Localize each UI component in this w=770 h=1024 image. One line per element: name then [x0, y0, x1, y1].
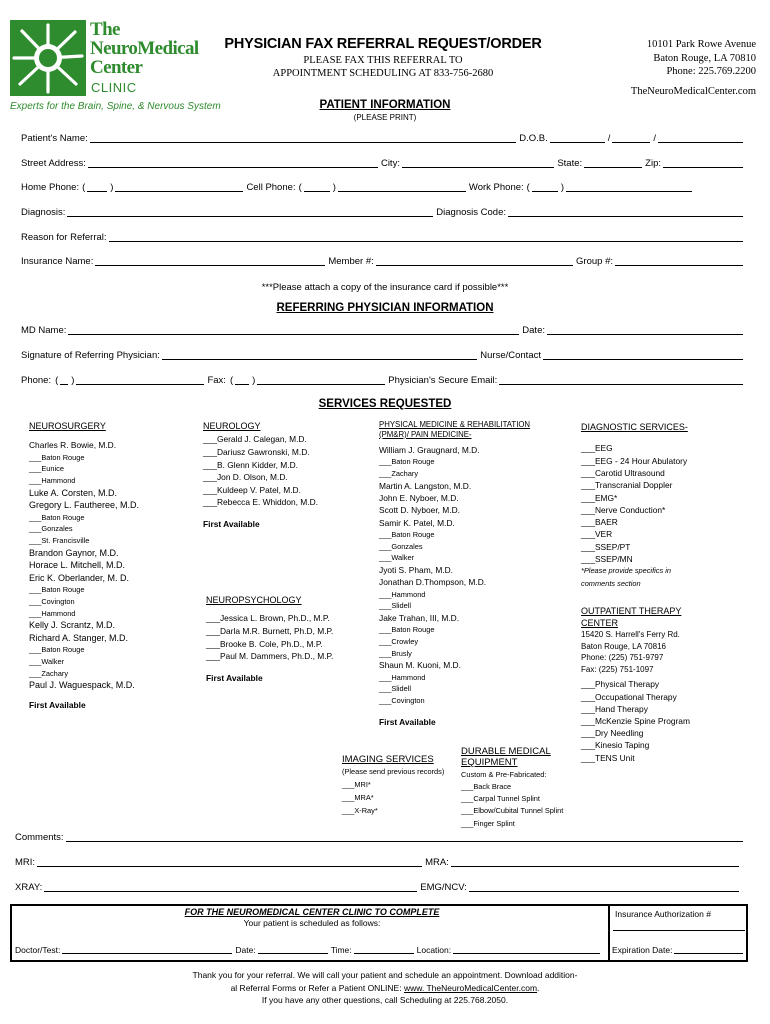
member-field[interactable] [376, 255, 573, 266]
md-phone-area-field[interactable] [60, 374, 68, 385]
nurse-contact-label: Nurse/Contact [480, 350, 541, 361]
diagnosis-code-field[interactable] [508, 206, 743, 217]
neurosurgery-option[interactable]: Charles R. Bowie, M.D. [29, 440, 117, 451]
zip-field[interactable] [663, 157, 743, 168]
neurosurgery-option[interactable]: ___Hammond [29, 476, 76, 485]
neurosurgery-column [29, 420, 139, 711]
neurosurgery-first-available[interactable]: First Available [29, 699, 86, 710]
therapy-option[interactable]: ___Dry Needling [581, 728, 644, 739]
neurosurgery-option[interactable]: ___Baton Rouge [29, 585, 85, 595]
appt-time-label: Time: [330, 945, 352, 955]
mri-field[interactable] [37, 856, 422, 867]
clinic-website: TheNeuroMedicalCenter.com [630, 85, 756, 97]
therapy-fax: Fax: (225) 751-1097 [581, 664, 654, 674]
street-label: Street Address: [21, 158, 86, 169]
dme-option[interactable]: ___Back Brace [461, 781, 512, 791]
therapy-heading-2: CENTER [581, 617, 619, 628]
therapy-option[interactable]: ___Hand Therapy [581, 703, 648, 714]
group-field[interactable] [615, 255, 743, 266]
neurosurgery-option[interactable]: ___Gonzales [29, 524, 73, 534]
md-date-label: Date: [522, 325, 545, 336]
footer [0, 969, 770, 1007]
diagnosis-label: Diagnosis: [21, 207, 66, 218]
cell-phone-label: Cell Phone: [246, 182, 296, 193]
neurosurgery-option[interactable]: ___Covington [29, 596, 75, 606]
mri-label: MRI: [15, 857, 36, 868]
neurosurgery-option[interactable]: Paul J. Waguespack, M.D. [29, 680, 135, 691]
pmr-option[interactable]: ___Crowley [379, 637, 419, 646]
md-fax-label: Fax: [207, 375, 226, 386]
diagnosis-field[interactable] [67, 206, 433, 217]
diagnostic-option[interactable]: ___BAER [581, 517, 618, 528]
neuropsychology-column [206, 594, 333, 684]
pmr-option[interactable]: ___Slidell [379, 684, 412, 694]
pmr-option[interactable]: Samir K. Patel, M.D. [379, 517, 455, 528]
work-phone-field[interactable] [566, 181, 692, 192]
doctor-test-field[interactable] [62, 944, 232, 954]
xray-field[interactable] [44, 881, 417, 892]
services-heading: SERVICES REQUESTED [318, 398, 452, 410]
neurology-option[interactable]: ___Dariusz Gawronski, M.D. [203, 447, 310, 457]
neuropsychology-option[interactable]: ___Brooke B. Cole, Ph.D., M.P. [206, 638, 323, 649]
paren-open: ( [82, 182, 86, 193]
dob-year-field[interactable] [658, 132, 743, 143]
footer-line-2-end: . [537, 982, 540, 993]
neurosurgery-option[interactable]: ___Hammond [29, 608, 76, 618]
footer-line-2: al Referral Forms or Refer a Patient ONLINE: [230, 982, 404, 993]
therapy-address-1: 15420 S. Harrell's Ferry Rd. [581, 630, 680, 639]
pmr-option[interactable]: Martin A. Langston, M.D. [379, 480, 472, 491]
home-phone-area-field[interactable] [87, 181, 107, 192]
home-phone-label: Home Phone: [21, 182, 80, 193]
dme-list [461, 781, 563, 831]
logo-starburst-icon [10, 20, 86, 96]
patient-info-heading: PATIENT INFORMATION [319, 99, 451, 111]
pmr-option[interactable]: ___Covington [379, 695, 425, 705]
appt-date-field[interactable] [258, 944, 328, 954]
insurance-label: Insurance Name: [21, 256, 94, 267]
xray-label: XRAY: [15, 882, 43, 893]
home-phone-field[interactable] [115, 181, 243, 192]
pmr-heading-2: (PM&R)/ PAIN MEDICINE- [379, 430, 472, 439]
dme-option[interactable]: ___Finger Splint [461, 818, 515, 828]
diagnostic-option[interactable]: ___SSEP/PT [581, 541, 631, 552]
reason-field[interactable] [109, 231, 743, 242]
imaging-option[interactable]: ___MRA* [342, 793, 374, 802]
diagnostic-option[interactable]: ___Nerve Conduction* [581, 504, 666, 515]
md-fax-area-field[interactable] [235, 374, 249, 385]
expiration-field[interactable] [674, 944, 743, 954]
diagnostic-option[interactable]: ___SSEP/MN [581, 554, 633, 565]
pmr-option[interactable]: ___Slidell [379, 601, 412, 611]
neurosurgery-option[interactable]: ___Eunice [29, 464, 64, 474]
clinic-address-2: Baton Rouge, LA 70810 [653, 52, 756, 64]
pmr-option[interactable]: ___Gonzales [379, 541, 423, 551]
pmr-option[interactable]: ___Baton Rouge [379, 530, 435, 540]
dob-slash: / [653, 133, 656, 144]
therapy-list [581, 678, 690, 763]
comments-field[interactable] [66, 831, 743, 842]
secure-email-field[interactable] [499, 374, 743, 385]
dme-heading-2: EQUIPMENT [461, 757, 518, 768]
clinic-box-title: FOR THE NEUROMEDICAL CENTER CLINIC TO COMPLETE [184, 907, 440, 917]
imaging-column [342, 754, 444, 817]
md-phone-field[interactable] [76, 374, 204, 385]
diagnostic-option[interactable]: ___EMG* [581, 492, 618, 503]
logo-line-1: The [90, 19, 120, 40]
imaging-list [342, 778, 444, 817]
work-phone-area-field[interactable] [532, 181, 558, 192]
imaging-option[interactable]: ___MRI* [342, 780, 371, 789]
pmr-option[interactable]: Shaun M. Kuoni, M.D. [379, 660, 461, 671]
diagnostic-option[interactable]: ___EEG - 24 Hour Abulatory [581, 455, 688, 466]
neurology-option[interactable]: ___Kuldeep V. Patel, M.D. [203, 484, 301, 495]
mra-label: MRA: [425, 857, 449, 868]
neurology-option[interactable]: ___Gerald J. Calegan, M.D. [203, 434, 307, 445]
neurosurgery-option[interactable]: ___Walker [29, 656, 65, 666]
therapy-address-2: Baton Rouge, LA 70816 [581, 641, 666, 651]
pmr-option[interactable]: ___Walker [379, 553, 415, 563]
state-label: State: [557, 158, 583, 169]
neuropsychology-option[interactable]: ___Jessica L. Brown, Ph.D., M.P. [206, 613, 330, 624]
diagnostic-heading: DIAGNOSTIC SERVICES- [581, 422, 688, 432]
dob-slash: / [607, 133, 611, 144]
fax-instruction: PLEASE FAX THIS REFERRAL TO [303, 55, 463, 66]
emg-field[interactable] [469, 881, 739, 892]
work-phone-label: Work Phone: [468, 182, 524, 193]
dob-label: D.O.B. [519, 133, 548, 144]
neurosurgery-option[interactable]: ___St. Francisville [29, 535, 90, 545]
neurology-option[interactable]: ___Jon D. Olson, M.D. [203, 472, 288, 483]
md-phone-label: Phone: [21, 375, 52, 386]
clinic-address-1: 10101 Park Rowe Avenue [646, 39, 756, 50]
cell-phone-field[interactable] [338, 181, 466, 192]
appt-location-label: Location: [416, 945, 452, 955]
imaging-heading: IMAGING SERVICES [342, 754, 434, 765]
dme-note: Custom & Pre-Fabricated: [461, 770, 547, 779]
pmr-option[interactable]: ___Brusly [379, 648, 412, 658]
city-label: City: [380, 158, 400, 169]
neurology-list [203, 433, 318, 509]
therapy-option[interactable]: ___Kinesio Taping [581, 740, 650, 751]
md-name-field[interactable] [68, 324, 519, 335]
logo-line-2: NeuroMedical [90, 38, 199, 59]
md-date-field[interactable] [547, 324, 743, 335]
paren-close: ) [332, 182, 336, 193]
pmr-option[interactable]: John E. Nyboer, M.D. [379, 493, 459, 503]
expiration-label: Expiration Date: [612, 945, 673, 955]
referring-physician-heading: REFERRING PHYSICIAN INFORMATION [276, 302, 494, 314]
signature-field[interactable] [162, 349, 477, 360]
therapy-option[interactable]: ___McKenzie Spine Program [581, 715, 690, 726]
appt-location-field[interactable] [453, 944, 600, 954]
neurosurgery-option[interactable]: ___Baton Rouge [29, 512, 85, 522]
pmr-option[interactable]: ___Zachary [379, 469, 419, 478]
md-fax-field[interactable] [257, 374, 385, 385]
footer-line-3: If you have any other questions, call Scheduling at 225.768.2050. [261, 995, 509, 1005]
city-field[interactable] [402, 157, 554, 168]
paren-open: ( [229, 375, 234, 386]
logo-line-3: Center [90, 57, 143, 78]
website-link[interactable]: www. TheNeuroMedicalCenter.com [403, 982, 538, 993]
member-label: Member #: [328, 256, 374, 267]
dob-month-field[interactable] [550, 132, 605, 143]
neurology-heading: NEUROLOGY [203, 421, 261, 431]
pmr-option[interactable]: Jonathan D.Thompson, M.D. [379, 577, 487, 588]
therapy-option[interactable]: ___TENS Unit [581, 752, 635, 763]
pmr-option[interactable]: Jyoti S. Pham, M.D. [379, 565, 453, 575]
reason-label: Reason for Referral: [21, 232, 107, 243]
neurosurgery-option[interactable]: Eric K. Oberlander, M. D. [29, 572, 130, 583]
pmr-option[interactable]: William J. Graugnard, M.D. [379, 445, 480, 455]
dob-day-field[interactable] [612, 132, 650, 143]
insurance-auth-label: Insurance Authorization # [615, 909, 711, 919]
diagnostic-option[interactable]: ___Carotid Ultrasound [581, 468, 665, 478]
pmr-option[interactable]: ___Baton Rouge [379, 457, 435, 467]
footer-line-1: Thank you for your referral. We will call your patient and schedule an appointment. Download addition- [192, 970, 578, 980]
insurance-card-note: ***Please attach a copy of the insurance card if possible*** [261, 282, 509, 293]
patient-name-field[interactable] [90, 132, 516, 143]
therapy-option[interactable]: ___Occupational Therapy [581, 691, 677, 702]
cell-phone-area-field[interactable] [304, 181, 330, 192]
neuropsychology-list [206, 612, 333, 662]
therapy-phone: Phone: (225) 751-9797 [581, 653, 664, 663]
pmr-option[interactable]: ___Hammond [379, 672, 426, 682]
emg-label: EMG/NCV: [420, 882, 467, 893]
appt-date-label: Date: [235, 945, 256, 955]
form-title: PHYSICIAN FAX REFERRAL REQUEST/ORDER [224, 36, 542, 52]
neurosurgery-option[interactable]: ___Baton Rouge [29, 452, 85, 462]
pmr-list [379, 444, 530, 706]
pmr-heading-1: PHYSICAL MEDICINE & REHABILITATION [379, 420, 531, 429]
neurology-option[interactable]: ___Rebecca E. Whiddon, M.D. [203, 497, 318, 508]
diagnostic-option[interactable]: ___VER [581, 529, 613, 540]
neurosurgery-option[interactable]: ___Baton Rouge [29, 645, 85, 655]
diagnosis-code-label: Diagnosis Code: [436, 207, 506, 218]
logo-clinic: CLINIC [91, 80, 137, 95]
neurosurgery-list [29, 439, 139, 691]
diagnostic-option[interactable]: ___EEG [581, 443, 613, 454]
paren-close: ) [252, 375, 256, 386]
appt-time-field[interactable] [354, 944, 414, 954]
dme-heading-1: DURABLE MEDICAL [461, 746, 551, 757]
paren-open: ( [298, 182, 302, 193]
neuropsychology-heading: NEUROPSYCHOLOGY [206, 595, 302, 605]
paren-close: ) [110, 182, 114, 193]
pmr-option[interactable]: Jake Trahan, III, M.D. [379, 613, 460, 623]
please-print-note: (PLEASE PRINT) [353, 113, 417, 122]
neurosurgery-option[interactable]: ___Zachary [29, 668, 69, 678]
mra-field[interactable] [451, 856, 739, 867]
dme-option[interactable]: ___Elbow/Cubital Tunnel Splint [461, 806, 564, 816]
diagnostic-list [581, 442, 688, 565]
clinic-use-box [10, 904, 748, 962]
neurology-first-available[interactable]: First Available [203, 518, 260, 529]
clinic-phone: Phone: 225.769.2200 [666, 66, 756, 77]
neurosurgery-option[interactable]: Gregory L. Fautheree, M.D. [29, 500, 140, 511]
state-field[interactable] [584, 157, 642, 168]
pmr-column [379, 420, 530, 729]
diagnostic-option[interactable]: ___Transcranial Doppler [581, 480, 673, 491]
therapy-heading-1: OUTPATIENT THERAPY [581, 606, 682, 616]
paren-open: ( [55, 375, 59, 386]
nurse-contact-field[interactable] [543, 349, 743, 360]
patient-name-label: Patient's Name: [21, 133, 88, 144]
diagnostic-note-2: comments section [581, 578, 641, 588]
insurance-field[interactable] [95, 255, 325, 266]
signature-label: Signature of Referring Physician: [21, 350, 160, 361]
pmr-option[interactable]: Scott D. Nyboer, M.D. [379, 505, 460, 516]
neurosurgery-heading: NEUROSURGERY [29, 421, 106, 431]
clinic-box-scheduled: Your patient is scheduled as follows: [243, 918, 381, 928]
insurance-auth-field[interactable] [613, 930, 745, 931]
imaging-note: (Please send previous records) [342, 767, 445, 777]
comments-label: Comments: [15, 832, 64, 843]
imaging-option[interactable]: ___X-Ray* [342, 806, 378, 815]
fax-number-instruction: APPOINTMENT SCHEDULING AT 833-756-2680 [272, 68, 494, 79]
zip-label: Zip: [645, 158, 661, 169]
pmr-option[interactable]: ___Baton Rouge [379, 625, 435, 635]
neurology-option[interactable]: ___B. Glenn Kidder, M.D. [203, 459, 298, 470]
neurosurgery-option[interactable]: Richard A. Stanger, M.D. [29, 632, 129, 643]
group-label: Group #: [576, 256, 613, 267]
neuropsychology-first-available[interactable]: First Available [206, 672, 263, 683]
dme-column [461, 746, 563, 830]
therapy-option[interactable]: ___Physical Therapy [581, 679, 660, 690]
therapy-column [581, 606, 690, 764]
neurology-column [203, 420, 318, 530]
neurosurgery-option[interactable]: Brandon Gaynor, M.D. [29, 547, 119, 558]
md-name-label: MD Name: [21, 325, 67, 336]
secure-email-label: Physician's Secure Email: [388, 375, 498, 386]
pmr-first-available[interactable]: First Available [379, 717, 436, 728]
neurosurgery-option[interactable]: Horace L. Mitchell, M.D. [29, 560, 126, 571]
diagnostic-column [581, 421, 688, 590]
neurosurgery-option[interactable]: Kelly J. Scrantz, M.D. [29, 620, 116, 631]
paren-close: ) [560, 182, 564, 193]
neurosurgery-option[interactable]: Luke A. Corsten, M.D. [29, 487, 118, 498]
logo-tagline: Experts for the Brain, Spine, & Nervous System [10, 101, 221, 112]
pmr-option[interactable]: ___Hammond [379, 589, 426, 599]
paren-open: ( [526, 182, 530, 193]
doctor-test-label: Doctor/Test: [15, 945, 61, 955]
street-field[interactable] [88, 157, 378, 168]
paren-close: ) [71, 375, 75, 386]
neuropsychology-option[interactable]: ___Paul M. Dammers, Ph.D., M.P. [206, 651, 334, 662]
diagnostic-note-1: *Please provide specifics in [581, 566, 671, 576]
dme-option[interactable]: ___Carpal Tunnel Splint [461, 794, 540, 803]
neuropsychology-option[interactable]: ___Darla M.R. Burnett, Ph.D, M.P. [206, 626, 334, 636]
